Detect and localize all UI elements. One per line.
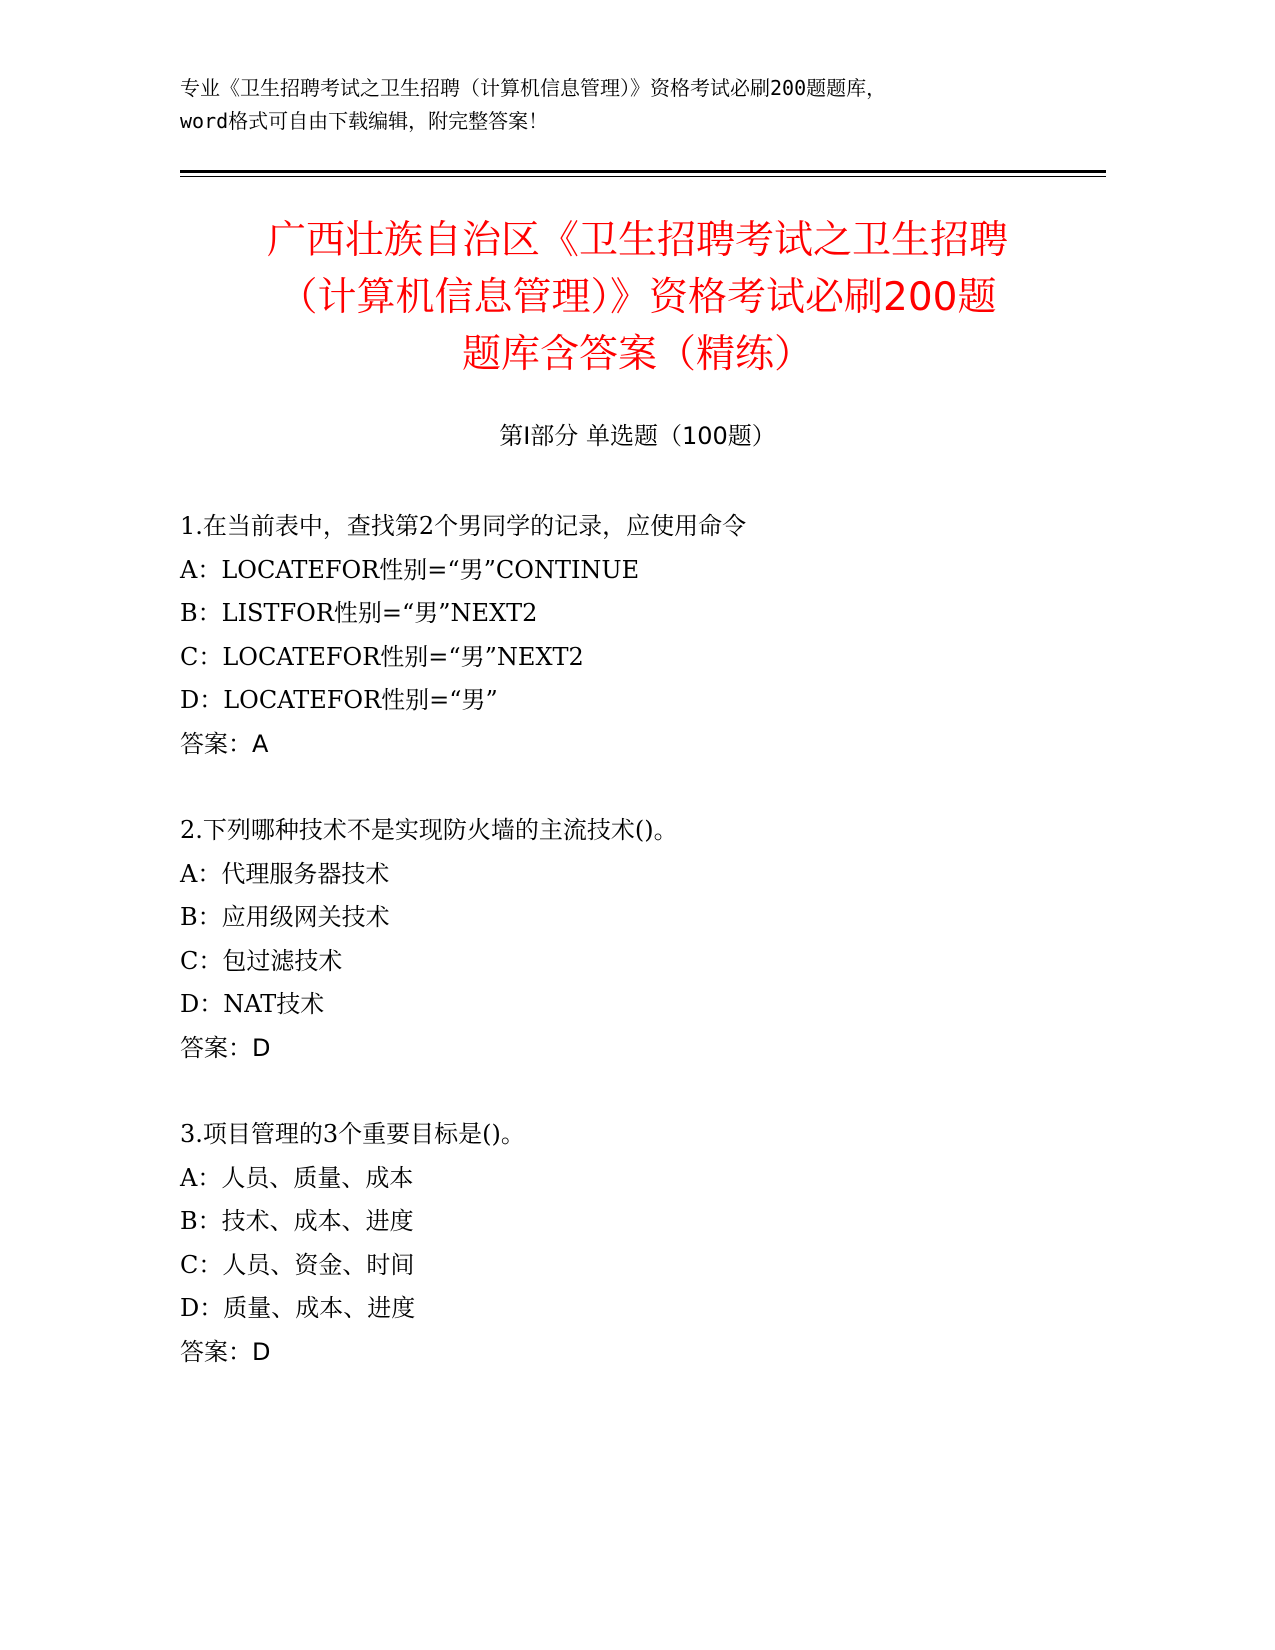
option-c: C：LOCATEFOR性别=“男”NEXT2 (180, 642, 584, 671)
header-note (180, 72, 1100, 138)
option-d: D：NAT技术 (180, 990, 325, 1018)
question-answer: 答案：D (180, 1033, 271, 1062)
title-line-2: （计算机信息管理）》资格考试必刷200题 (278, 275, 997, 320)
section-heading: 第Ⅰ部分 单选题（100题） (499, 422, 776, 450)
option-c: C：人员、资金、时间 (180, 1250, 415, 1279)
option-a: A：代理服务器技术 (180, 859, 390, 888)
question-answer: 答案：A (180, 729, 269, 758)
question-stem: 2.下列哪种技术不是实现防火墙的主流技术()。 (180, 816, 678, 844)
option-a: A：LOCATEFOR性别=“男”CONTINUE (180, 555, 640, 584)
question-stem: 1.在当前表中，查找第2个男同学的记录，应使用命令 (180, 512, 747, 540)
option-b: B：应用级网关技术 (180, 903, 390, 931)
option-a: A：人员、质量、成本 (180, 1163, 414, 1192)
option-d: D：质量、成本、进度 (180, 1294, 416, 1322)
option-d: D：LOCATEFOR性别=“男” (180, 686, 498, 714)
header-line-2: word格式可自由下载编辑，附完整答案！ (180, 109, 549, 133)
option-c: C：包过滤技术 (180, 946, 343, 975)
header-divider-thick (180, 170, 1106, 173)
question-item (180, 1113, 1130, 1374)
question-stem: 3.项目管理的3个重要目标是()。 (180, 1120, 525, 1148)
option-b: B：技术、成本、进度 (180, 1207, 414, 1235)
question-list (180, 505, 1130, 1417)
title-line-1: 广西壮族自治区《卫生招聘考试之卫生招聘 (266, 218, 1008, 263)
document-title (150, 212, 1125, 383)
title-line-3: 题库含答案（精练） (461, 332, 813, 377)
question-item (180, 809, 1130, 1070)
option-b: B：LISTFOR性别=“男”NEXT2 (180, 599, 538, 627)
question-answer: 答案：D (180, 1337, 271, 1366)
question-item (180, 505, 1130, 766)
header-line-1: 专业《卫生招聘考试之卫生招聘（计算机信息管理）》资格考试必刷200题题库， (180, 76, 887, 100)
header-divider-thin (180, 176, 1106, 177)
